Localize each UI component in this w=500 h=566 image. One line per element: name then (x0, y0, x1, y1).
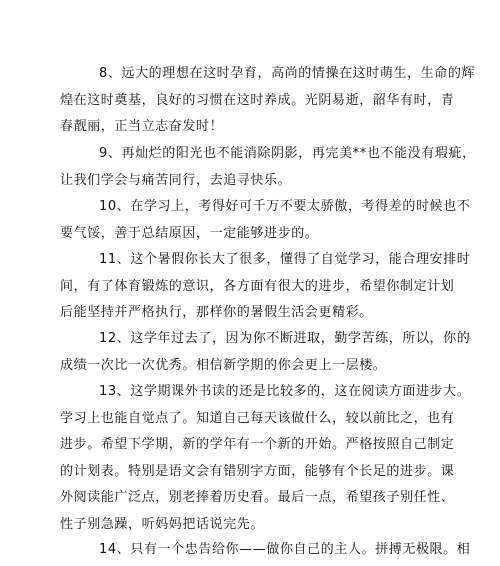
paragraph-line: 间，有了体育锻炼的意识，各方面有很大的进步，希望你制定计划 (60, 278, 455, 294)
paragraph-line: 14、只有一个忠告给你——做你自己的主人。拼搏无极限。相 (99, 542, 471, 557)
paragraph-line: 要气馁，善于总结原因，一定能够进步的。 (60, 225, 319, 241)
paragraph-14 (60, 537, 480, 564)
paragraph-line: 9、再灿烂的阳光也不能消除阴影，再完美**也不能没有瑕疵， (99, 146, 476, 161)
paragraph-line: 后能坚持并严格执行，那样你的暑假生活会更精彩。 (60, 305, 373, 320)
paragraph-line: 进步。希望下学期，新的学年有一个新的开始。严格按照自己制定 (60, 437, 455, 452)
paragraph-line: 学习上也能自觉点了。知道自己每天该做什么，较以前比之，也有 (60, 410, 455, 426)
paragraph-line: 成绩一次比一次优秀。相信新学期的你会更上一层楼。 (60, 357, 387, 373)
paragraph-line: 10、在学习上，考得好可千万不要太骄傲，考得差的时候也不 (99, 199, 471, 214)
paragraph-line: 煌在这时奠基，良好的习惯在这时养成。光阴易逝，韶华有时，青 (60, 92, 455, 108)
paragraph-13 (60, 379, 480, 538)
paragraph-10 (60, 194, 480, 247)
paragraph-line: 让我们学会与痛苦同行，去追寻快乐。 (60, 172, 292, 188)
paragraph-8 (60, 61, 480, 141)
paragraph-line: 8、远大的理想在这时孕育，高尚的情操在这时萌生，生命的辉 (99, 66, 476, 81)
paragraph-9 (60, 141, 480, 194)
paragraph-12 (60, 326, 480, 379)
paragraph-line: 性子别急躁，听妈妈把话说完先。 (60, 516, 265, 532)
paragraph-line: 外阅读能广泛点，别老捧着历史看。最后一点，希望孩子别任性、 (60, 490, 455, 505)
paragraph-line: 春靓丽，正当立志奋发时！ (60, 119, 224, 134)
paragraph-line: 12、这学年过去了，因为你不断进取，勤学苦练，所以，你的 (99, 331, 471, 346)
paragraph-11 (60, 247, 480, 327)
paragraph-line: 11、这个暑假你长大了很多，懂得了自觉学习，能合理安排时 (99, 252, 471, 267)
paragraph-line: 的计划表。特别是语文会有错别字方面，能够有个长足的进步。课 (60, 463, 455, 479)
paragraph-line: 13、这学期课外书读的还是比较多的，这在阅读方面进步大。 (99, 384, 471, 399)
